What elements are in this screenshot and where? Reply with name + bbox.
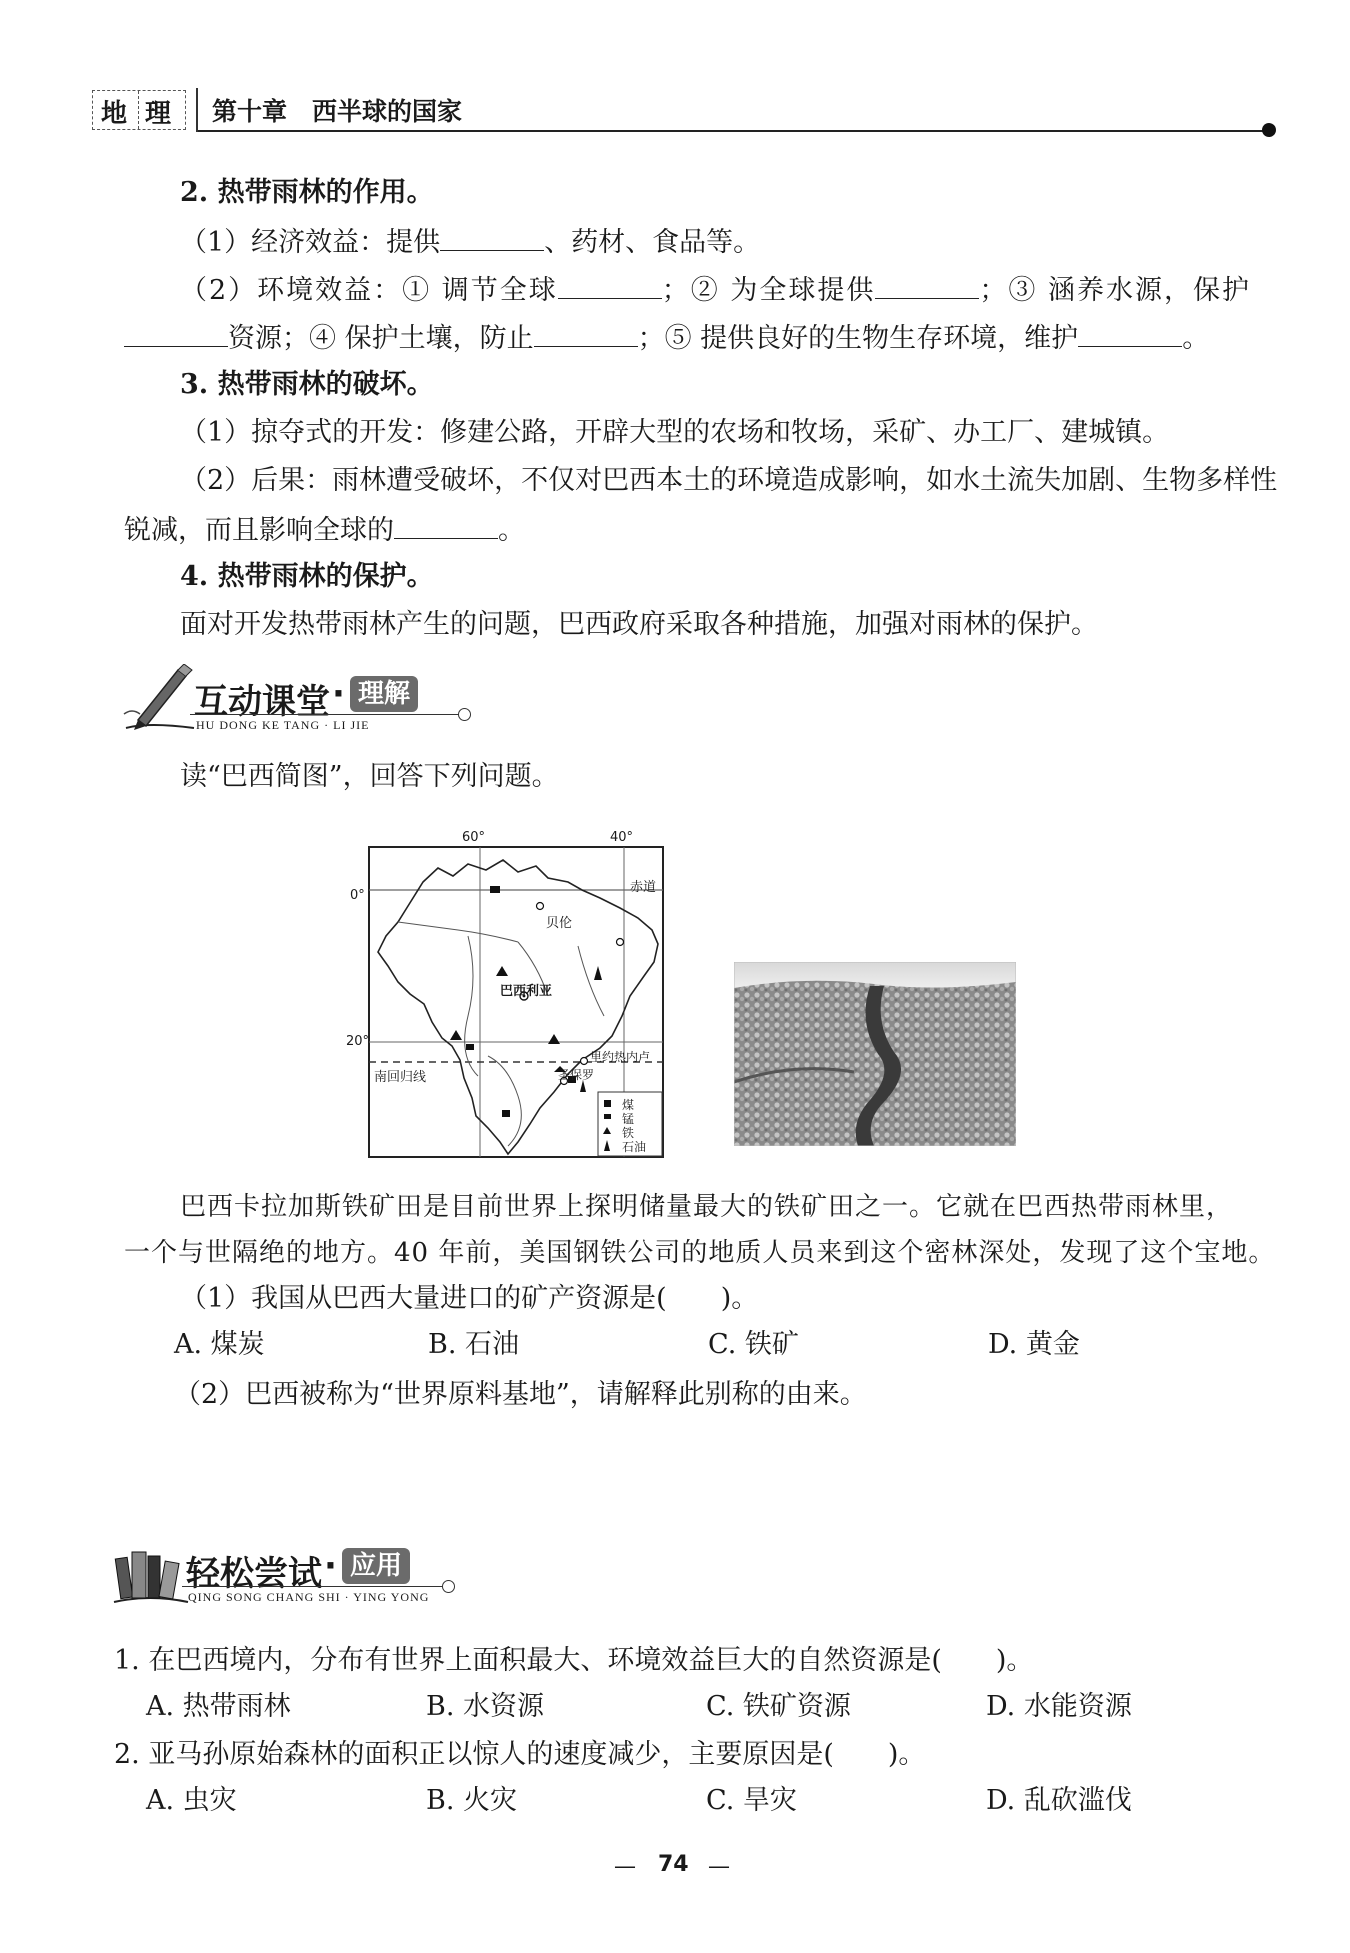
banner-end-circle	[458, 708, 471, 721]
blank-2[interactable]	[558, 272, 662, 299]
section-badge: 理解	[350, 676, 418, 712]
legend-manganese: 锰	[622, 1112, 635, 1126]
equator-label: 赤道	[630, 880, 657, 895]
q2-1-option-b[interactable]: B. 水资源	[426, 1691, 545, 1722]
lat-20-label: 20°	[346, 1034, 370, 1049]
question-1-1: （1）我国从巴西大量进口的矿产资源是( )。	[180, 1283, 759, 1314]
blank-4[interactable]	[124, 320, 228, 347]
header-rule-dot	[1262, 123, 1276, 137]
question-1-2: （2）巴西被称为“世界原料基地”，请解释此别称的由来。	[174, 1379, 867, 1410]
line-consequence-cont: 锐减，而且影响全球的 。	[124, 512, 525, 548]
line-protection-measures: 面对开发热带雨林产生的问题，巴西政府采取各种措施，加强对雨林的保护。	[180, 609, 1098, 640]
page-number: 74	[658, 1852, 689, 1877]
subject-char-1: 地	[101, 99, 128, 129]
q2-2-option-d[interactable]: D. 乱砍滥伐	[986, 1785, 1132, 1816]
q2-1-option-c[interactable]: C. 铁矿资源	[706, 1691, 851, 1722]
blank-5[interactable]	[534, 320, 638, 347]
rainforest-aerial-photo	[734, 962, 1016, 1146]
section-title: 互动课堂	[194, 682, 330, 722]
footer-dash-right: —	[708, 1854, 730, 1879]
passage-line-2: 一个与世隔绝的地方。40 年前，美国钢铁公司的地质人员来到这个密林深处，发现了这个宝地。	[124, 1238, 1276, 1268]
q2-2-option-c[interactable]: C. 旱灾	[706, 1785, 797, 1816]
pen-writing-icon	[118, 664, 198, 732]
city-saopaulo: 圣保罗	[558, 1068, 595, 1082]
section-title-dot: ·	[332, 674, 345, 714]
line-consequence: （2）后果：雨林遭受破坏，不仅对巴西本土的环境造成影响，如水土流失加剧、生物多样性	[180, 465, 1278, 496]
map-prompt: 读“巴西简图”，回答下列问题。	[180, 761, 559, 792]
blank-6[interactable]	[1078, 320, 1182, 347]
page-footer	[600, 1852, 750, 1886]
footer-dash-left: —	[614, 1854, 636, 1879]
section-badge: 应用	[342, 1548, 410, 1584]
section-banner-try	[110, 1540, 460, 1610]
passage-line-1: 巴西卡拉加斯铁矿田是目前世界上探明储量最大的铁矿田之一。它就在巴西热带雨林里，	[180, 1192, 1234, 1222]
heading-rainforest-protection: 4. 热带雨林的保护。	[180, 561, 434, 592]
line-environment-benefit: （2）环境效益：① 调节全球 ；② 为全球提供 ；③ 涵养水源，保护	[180, 272, 1251, 308]
banner-underline	[190, 714, 460, 715]
line-economic-benefit: （1）经济效益：提供 、药材、食品等。	[180, 224, 760, 260]
q1-1-option-b[interactable]: B. 石油	[428, 1329, 520, 1360]
heading-rainforest-function: 2. 热带雨林的作用。	[180, 177, 434, 208]
legend-oil: 石油	[622, 1140, 647, 1154]
q2-2-option-a[interactable]: A. 虫灾	[146, 1785, 237, 1816]
q2-1-option-d[interactable]: D. 水能资源	[986, 1691, 1132, 1722]
legend-iron: 铁	[622, 1126, 635, 1140]
banner-underline	[182, 1586, 444, 1587]
section-pinyin: HU DONG KE TANG · LI JIE	[196, 718, 370, 732]
q2-2-option-b[interactable]: B. 火灾	[426, 1785, 518, 1816]
line-plunder-development: （1）掠夺式的开发：修建公路，开辟大型的农场和牧场，采矿、办工厂、建城镇。	[180, 417, 1170, 448]
city-belem: 贝伦	[546, 916, 573, 931]
lon-60-label: 60°	[462, 830, 486, 845]
blank-1[interactable]	[440, 224, 544, 251]
section-pinyin: QING SONG CHANG SHI · YING YONG	[188, 1590, 430, 1604]
legend-coal: 煤	[622, 1098, 635, 1112]
map-frame	[368, 846, 664, 1158]
brazil-map	[340, 826, 680, 1162]
section-title-dot: ·	[324, 1546, 337, 1586]
heading-rainforest-destruction: 3. 热带雨林的破坏。	[180, 369, 434, 400]
q1-1-option-c[interactable]: C. 铁矿	[708, 1329, 799, 1360]
header-divider	[196, 88, 198, 132]
section-title: 轻松尝试	[186, 1554, 322, 1594]
header	[88, 88, 1278, 138]
chapter-title: 第十章 西半球的国家	[212, 97, 463, 126]
banner-end-circle	[442, 1580, 455, 1593]
subject-box	[92, 90, 186, 130]
books-icon	[110, 1544, 190, 1604]
lat-0-label: 0°	[350, 888, 365, 903]
blank-3[interactable]	[875, 272, 979, 299]
section-banner-interactive	[118, 664, 478, 734]
question-2-2: 2. 亚马孙原始森林的面积正以惊人的速度减少，主要原因是( )。	[114, 1739, 926, 1770]
tropic-label: 南回归线	[374, 1070, 427, 1085]
city-rio: 里约热内卢	[590, 1050, 651, 1064]
subject-char-2: 理	[145, 99, 172, 129]
blank-7[interactable]	[394, 512, 498, 539]
line-environment-benefit-cont: 资源；④ 保护土壤，防止 ；⑤ 提供良好的生物生存环境，维护 。	[124, 320, 1209, 356]
header-rule	[198, 130, 1268, 132]
lon-40-label: 40°	[610, 830, 634, 845]
q1-1-option-d[interactable]: D. 黄金	[988, 1329, 1080, 1360]
city-brasilia: 巴西利亚	[500, 984, 553, 999]
question-2-1: 1. 在巴西境内，分布有世界上面积最大、环境效益巨大的自然资源是( )。	[114, 1645, 1034, 1676]
q2-1-option-a[interactable]: A. 热带雨林	[146, 1691, 291, 1722]
q1-1-option-a[interactable]: A. 煤炭	[174, 1329, 265, 1360]
